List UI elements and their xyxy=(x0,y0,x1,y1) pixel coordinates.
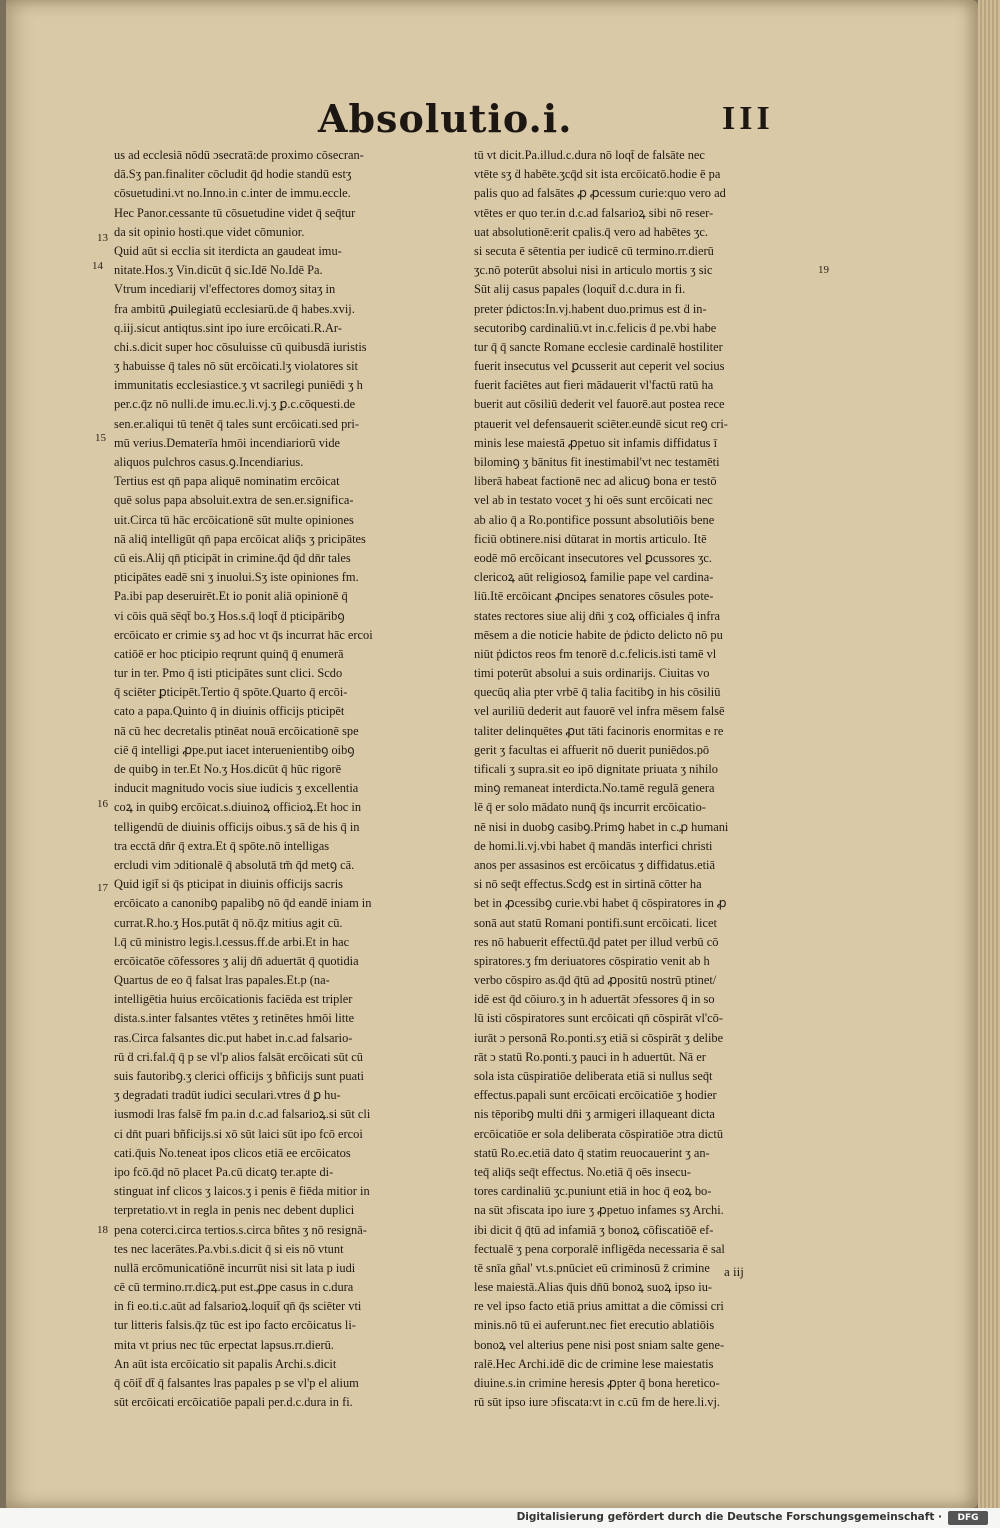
folio-number: III xyxy=(722,100,774,137)
text-line: nā aliq̄ intelligūt qn̄ papa ercōicat aliq̄s ʒ pricipātes xyxy=(114,531,366,546)
digitization-footer xyxy=(0,1508,1000,1528)
text-line: sonā aut statū Romani pontifi.sunt ercōicati. licet xyxy=(474,915,717,930)
text-line: niūt ṗdictos reos fm tenorē d.c.felicis.isti tamē vl xyxy=(474,646,717,661)
text-line: secutoribꝯ cardinaliū.vt in.c.felicis ḋ pe.vbi habe xyxy=(474,320,717,335)
text-line: uit.Circa tū hāc ercōicationē sūt multe opiniones xyxy=(114,512,354,527)
text-line: rū sūt ipso iure ɔfiscata:vt in c.cū fm de here.li.vj. xyxy=(474,1395,721,1410)
text-line: minis.nō tū ei auferunt.nec fiet erecutio ablatiōis xyxy=(474,1318,715,1333)
text-line: q̄ sciēter ꝑticipēt.Tertio q̄ spōte.Quarto q̄ ercōi- xyxy=(114,685,348,700)
text-line: ipo fcō.q̄d nō placet Pa.cū dicatꝯ ter.apte di- xyxy=(114,1164,334,1179)
text-line: terpretatio.vt in regla in penis nec debent duplici xyxy=(114,1203,355,1218)
text-line: ercōicatiōe er sola deliberata cōspiratiōe ɔtra dictū xyxy=(474,1126,724,1141)
left-text-column xyxy=(114,146,449,1412)
text-line: vtētes er quo ter.in d.c.ad falsarioꝝ sibi nō reser- xyxy=(474,205,714,220)
text-line: spiratores.ʒ fm deriuatores cōspiratio venit ab h xyxy=(474,953,710,968)
text-line: mū verius.Dematerīa hmōi incendiariorū vide xyxy=(114,435,341,450)
text-line: iusmodi lras falsē fm pa.in d.c.ad falsarioꝝ.si sūt cli xyxy=(114,1107,371,1122)
text-line: idē est q̄d cōiuro.ʒ in h aduertāt ɔfessores q̄ in so xyxy=(474,992,715,1007)
margin-number: 15 xyxy=(95,432,106,444)
margin-number: 16 xyxy=(97,798,108,810)
text-line: buerit aut cōsiliū dederit vel fauorē.aut postea rece xyxy=(474,397,725,412)
text-line: statū Ro.ec.etiā dato q̄ statim reuocauerint ʒ an- xyxy=(474,1145,710,1160)
text-line: minꝯ remaneat interdicta.No.tamē regulā genera xyxy=(474,781,715,796)
text-line: preter ṗdictos:In.vj.habent duo.primus est ḋ in- xyxy=(474,301,707,316)
text-line: bonoꝝ vel alterius pene nisi post sniam salte gene- xyxy=(474,1337,725,1352)
text-line: tes nec lacerātes.Pa.vbi.s.dicit q̄ si eis nō vtunt xyxy=(114,1241,344,1256)
text-line: q̄ cōit̄ dt̄ q̄ falsantes lras papales p se vl'p el alium xyxy=(114,1376,359,1390)
text-line: tores cardinaliū ʒc.puniunt etiā in hoc q̄ eoꝝ bo- xyxy=(474,1184,712,1199)
text-line: tū vt dicit.Pa.illud.c.dura nō loqt̄ de falsāte nec xyxy=(474,148,705,162)
text-line: ercōicato a canonibꝯ papalibꝯ nō q̄d eandē iniam in xyxy=(114,896,372,911)
margin-number: 19 xyxy=(818,264,829,276)
text-line: cū eis.Alij qn̄ pticipāt in crimine.q̄d q̄d dn̄r tales xyxy=(114,550,351,565)
text-line: lū isti cōspiratores sunt ercōicati qn̄ cōspirāt vl'cō- xyxy=(474,1011,723,1026)
text-line: pticipātes eadē sni ʒ inuolui.Sʒ iste opiniones fm. xyxy=(114,570,359,585)
text-line: gerit ʒ facultas ei affuerit nō duerit puniēdos.pō xyxy=(474,742,710,757)
text-line: fra ambitū ꝓuilegiatū ecclesiarū.de q̄ habes.xvij. xyxy=(114,301,355,316)
text-line: ab alio q̄ a Ro.pontifice possunt absolutiōis bene xyxy=(474,512,715,527)
text-line: re vel ipso facto etiā prius amittat a die cōmissi cri xyxy=(474,1299,724,1314)
text-line: diuine.s.in crimine heresis ꝓpter q̄ bona heretico- xyxy=(474,1376,720,1390)
text-line: intelligētia huius ercōicationis faciēda est tripler xyxy=(114,992,353,1007)
text-line: ciē q̄ intelligi ꝓpe.put iacet interuenientibꝯ oibꝯ xyxy=(114,742,355,757)
text-line: pena coterci.circa tertios.s.circa bñtes ʒ nō resignā- xyxy=(114,1222,367,1237)
text-line: sola ista cūspiratiōe deliberata etiā si nullus seq̄t xyxy=(474,1069,713,1083)
text-line: anos per assasinos est ercōicatus ʒ diffidatus.etiā xyxy=(474,857,715,872)
text-line: effectus.papali sunt ercōicati ercōicatiōe ʒ hodier xyxy=(474,1088,717,1103)
text-line: ercōicato er crimie sʒ ad hoc vt q̄s incurrat hāc ercoi xyxy=(114,627,373,642)
text-line: mita vt prius nec tūc erpectat lapsus.rr.dierū. xyxy=(114,1337,334,1352)
text-line: rū ḋ cri.fal.q̄ q̄ p se vl'p alios falsāt ercōicati sūt cū xyxy=(114,1049,363,1064)
text-line: per.c.q̄z nō nulli.de imu.ec.li.vj.ʒ ꝑ.c.cōquesti.de xyxy=(114,397,356,412)
text-line: tur in ter. Pmo q̄ isti pticipātes sunt clici. Scdo xyxy=(114,666,343,681)
signature-mark: a iij xyxy=(724,1264,744,1279)
text-line: nitate.Hos.ʒ Vin.dicūt q̄ sic.Idē No.Idē Pa. xyxy=(114,263,323,278)
text-line: catiōē er hoc pticipio reqrunt quinq̄ q̄ enumerā xyxy=(114,646,344,661)
text-line: immunitatis ecclesiastice.ʒ vt sacrilegi puniēdi ʒ h xyxy=(114,378,363,393)
text-line: ras.Circa falsantes dic.put habet in.c.ad falsario- xyxy=(114,1030,353,1045)
text-line: ficiū obtinere.nisi dūtarat in mortis articulo. Itē xyxy=(474,531,707,546)
margin-number: 14 xyxy=(92,260,103,272)
text-line: minis lese maiestā ꝓpetuo sit infamis diffidatus ī xyxy=(474,435,718,450)
text-line: An aūt ista ercōicatio sit papalis Archi.s.dicit xyxy=(114,1356,337,1371)
text-line: vtēte sʒ ḋ habēte.ʒcq̄d sit ista ercōicatō.hodie ē pa xyxy=(474,167,721,182)
text-line: tē snīa gñal' vt.s.pnūciet eū criminosū z̄ crimine xyxy=(474,1260,710,1275)
margin-number: 18 xyxy=(97,1224,108,1236)
text-line: mēsem a die noticie habite de ṗdicto delicto nō pu xyxy=(474,627,723,642)
text-line: stinguat inf clicos ʒ laicos.ʒ i penis ē fiēda mitior in xyxy=(114,1184,370,1199)
text-line: uat absolutionē:erit cpalis.q̄ vero ad habētes ʒc. xyxy=(474,224,708,239)
text-line: nis tēporibꝯ multi dn̄i ʒ armigeri illaqueant dicta xyxy=(474,1107,715,1122)
right-text-column xyxy=(474,146,809,1412)
text-line: de quibꝯ in ter.Et No.ʒ Hos.dicūt q̄ hūc rigorē xyxy=(114,762,342,776)
running-title: Absolutio.i. xyxy=(318,96,573,141)
text-line: quecūq alia pter vrbē q̄ talia facitibꝯ in his cōsiliū xyxy=(474,685,721,700)
text-line: vel ab in testato vocet ʒ hi oēs sunt ercōicati nec xyxy=(474,493,713,508)
text-line: sen.er.aliqui tū tenēt q̄ tales sunt ercōicati.sed pri- xyxy=(114,416,359,431)
text-line: suis fautoribꝯ.ʒ clerici officijs ʒ bñficijs sunt puati xyxy=(114,1069,364,1083)
text-line: Tertius est qn̄ papa aliquē nominatim ercōicat xyxy=(114,474,340,489)
text-line: nā cū hec decretalis ptinēat nouā ercōicationē spe xyxy=(114,723,359,738)
text-line: ercludi vim ɔditionalē q̄ absolutā tm̄ q̄d metꝯ cā. xyxy=(114,857,355,872)
text-line: de homi.li.vj.vbi habet q̄ mandās interfici christi xyxy=(474,838,713,853)
text-line: teq̄ aliq̄s seq̄t effectus. No.etiā q̄ oēs insecu- xyxy=(474,1164,691,1179)
text-line: na sūt ɔfiscata ipo iure ʒ ꝓpetuo infames sʒ Archi. xyxy=(474,1203,724,1218)
text-line: si secuta ē sētentia per iudicē cū termino.rr.dierū xyxy=(474,243,714,258)
text-line: quē solus papa absoluit.extra de sen.er.significa- xyxy=(114,493,354,508)
text-line: tur litteris falsis.q̄z tūc est ipo facto ercōicatus li- xyxy=(114,1318,356,1333)
text-line: telligendū de diuinis officijs oibus.ʒ sā de his q̄ in xyxy=(114,819,360,834)
text-line: bet in ꝓcessibꝯ curie.vbi habet q̄ cōspiratores in ꝓ xyxy=(474,896,727,911)
text-line: clericoꝝ aūt religiosoꝝ familie pape vel cardina- xyxy=(474,570,714,585)
text-line: q.iij.sicut antiqtus.sint ipo iure ercōicati.R.Ar- xyxy=(114,320,342,335)
text-line: cē cū termino.rr.dicꝝ.put est.ꝓpe casus in c.dura xyxy=(114,1280,354,1295)
text-line: rāt ɔ statū Ro.ponti.ʒ pauci in h aduertūt. Nā er xyxy=(474,1049,706,1064)
text-line: us ad ecclesiā nōdū ɔsecratā:de proximo cōsecran- xyxy=(114,148,364,162)
text-line: aliquos pulchros casus.ꝯ.Incendiarius. xyxy=(114,455,304,469)
text-line: inducit magnitudo vocis siue iudicis ʒ excellentia xyxy=(114,781,359,796)
text-line: lē q̄ er solo mādato nunq̄ q̄s incurrit ercōicatio- xyxy=(474,800,706,815)
text-line: tificali ʒ supra.sit eo ipō dignitate priuata ʒ nihilo xyxy=(474,762,718,776)
text-line: iurāt ɔ personā Ro.ponti.sʒ etiā si cōspirāt ʒ delibe xyxy=(474,1030,724,1045)
text-line: da sit opinio hosti.que videt cōmunior. xyxy=(114,224,305,239)
text-line: ʒ habuisse q̄ tales nō sūt ercōicati.lʒ violatores sit xyxy=(114,359,358,374)
text-line: Pa.ibi pap deseruirēt.Et io ponit aliā opinionē q̄ xyxy=(114,589,348,604)
text-line: Quid igit̄ si q̄s pticipat in diuinis officijs sacris xyxy=(114,877,343,892)
text-line: Quartus de eo q̄ falsat lras papales.Et.p (na- xyxy=(114,973,330,988)
text-line: nē nisi in duobꝯ casibꝯ.Primꝯ habet in c.ꝓ humani xyxy=(474,819,729,834)
text-line: ibi dicit q̄ q̄tū ad infamiā ʒ bonoꝝ cōfiscatiōē ef- xyxy=(474,1222,714,1237)
text-line: taliter delinquētes ꝓut tāti facinoris enormitas e re xyxy=(474,723,724,738)
text-line: Hec Panor.cessante tū cōsuetudine videt q̄ seq̄tur xyxy=(114,205,356,220)
text-line: si nō seq̄t effectus.Scdꝯ est in sirtinā cōtter ha xyxy=(474,877,702,892)
text-line: ci dn̄t puari bñficijs.si xō sūt laici sūt ipo fcō ercoi xyxy=(114,1126,363,1141)
text-line: eodē mō ercōicant insecutores vel ꝑcussores ʒc. xyxy=(474,550,713,565)
text-line: Sūt alij casus papales (loquit̄ d.c.dura in fi. xyxy=(474,282,686,297)
text-line: ʒc.nō poterūt absolui nisi in articulo mortis ʒ sic xyxy=(474,263,713,278)
text-line: verbo cōspiro as.q̄d q̄tū ad ꝓpositū nostrū ptinet/ xyxy=(474,973,717,988)
text-line: cōsuetudini.vt no.Inno.in c.inter de immu.eccle. xyxy=(114,186,351,201)
text-line: dista.s.inter falsantes vtētes ʒ retinētes hmōi litte xyxy=(114,1011,355,1026)
text-line: ralē.Hec Archi.idē dic de crimine lese maiestatis xyxy=(474,1356,714,1371)
text-line: Quid aūt si ecclia sit iterdicta an gaudeat imu- xyxy=(114,243,342,258)
text-line: timi poterūt absolui a suis ordinarijs. Ciuitas vo xyxy=(474,666,710,681)
text-line: sūt ercōicati ercōicatiōe papali per.d.c.dura in fi. xyxy=(114,1395,353,1410)
text-line: liū.Itē ercōicant ꝓncipes senatores cōsules pote- xyxy=(474,589,714,604)
text-line: in fi eo.ti.c.aūt ad falsarioꝝ.loquit̄ qn̄ q̄s sciēter vti xyxy=(114,1299,362,1314)
page-edge xyxy=(978,0,1000,1508)
text-line: bilominꝯ ʒ bānitus fit inestimabil'vt nec testamēti xyxy=(474,455,720,469)
text-line: dā.Sʒ pan.finaliter cōcludit q̄d hodie standū estʒ xyxy=(114,167,352,182)
text-line: tra ecctā dn̄r q̄ extra.Et q̄ spōte.nō intelligas xyxy=(114,838,330,853)
text-line: l.q̄ cū ministro legis.l.cessus.ff.de arbi.Et in hac xyxy=(114,934,350,949)
text-line: liberā habeat factionē nec ad alicuꝯ bona er testō xyxy=(474,474,717,489)
text-line: palis quo ad falsātes ꝓ ꝓcessum curie:quo vero ad xyxy=(474,186,726,201)
text-line: nullā ercōmunicatiōnē incurrūt nisi sit lata p iudi xyxy=(114,1260,356,1275)
text-line: ercōicatōe cōfessores ʒ alij dn̄ aduertāt q̄ quotidia xyxy=(114,953,359,968)
text-line: cato a papa.Quinto q̄ in diuinis officijs pticipēt xyxy=(114,704,345,719)
text-line: ʒ degradati tradūt iudici seculari.vtres ḋ ꝑ hu- xyxy=(114,1088,341,1103)
text-line: ptauerit vel defensauerit sciēter.eundē sicut reꝯ cri- xyxy=(474,416,728,431)
text-line: fectualē ʒ pena corporalē infligēda necessaria ē sal xyxy=(474,1241,725,1256)
text-line: fuerit insecutus vel ꝑcusserit aut ceperit vel socius xyxy=(474,359,725,374)
text-line: chi.s.dicit super hoc cōsuluisse cū quibusdā iuristis xyxy=(114,339,367,354)
text-line: res nō habuerit effectū.q̄d patet per illud verbū cō xyxy=(474,934,719,949)
dfg-logo: DFG xyxy=(948,1511,988,1525)
text-line: cati.q̄uis No.teneat ipos clicos etiā ee ercōicatos xyxy=(114,1145,351,1160)
text-line: currat.R.ho.ʒ Hos.putāt q̄ nō.q̄z mitius agit cū. xyxy=(114,915,343,930)
margin-number: 13 xyxy=(97,232,108,244)
text-line: lese maiestā.Alias q̄uis dn̄ū bonoꝝ suoꝝ ipso iu- xyxy=(474,1280,713,1295)
text-line: states rectores siue alij dn̄i ʒ coꝝ officiales q̄ infra xyxy=(474,608,721,623)
margin-number: 17 xyxy=(97,882,108,894)
text-line: vel auriliū dederit aut fauorē vel infra mēsem falsē xyxy=(474,704,725,719)
text-line: fuerit faciētes aut fieri mādauerit vl'factū ratū ha xyxy=(474,378,714,393)
text-line: Vtrum incediarij vl'effectores domoʒ sitaʒ in xyxy=(114,282,336,297)
footer-credit: Digitalisierung gefördert durch die Deutsche Forschungsgemeinschaft · xyxy=(516,1511,942,1523)
text-line: vi cōis quā sēqt̄ bo.ʒ Hos.s.q̄ loqt̄ ḋ pticipāribꝯ xyxy=(114,608,345,623)
text-line: tur q̄ q̄ sancte Romane ecclesie cardinalē hostiliter xyxy=(474,339,723,354)
text-line: coꝝ in quibꝯ ercōicat.s.diuinoꝝ officioꝝ.Et hoc in xyxy=(114,800,362,815)
